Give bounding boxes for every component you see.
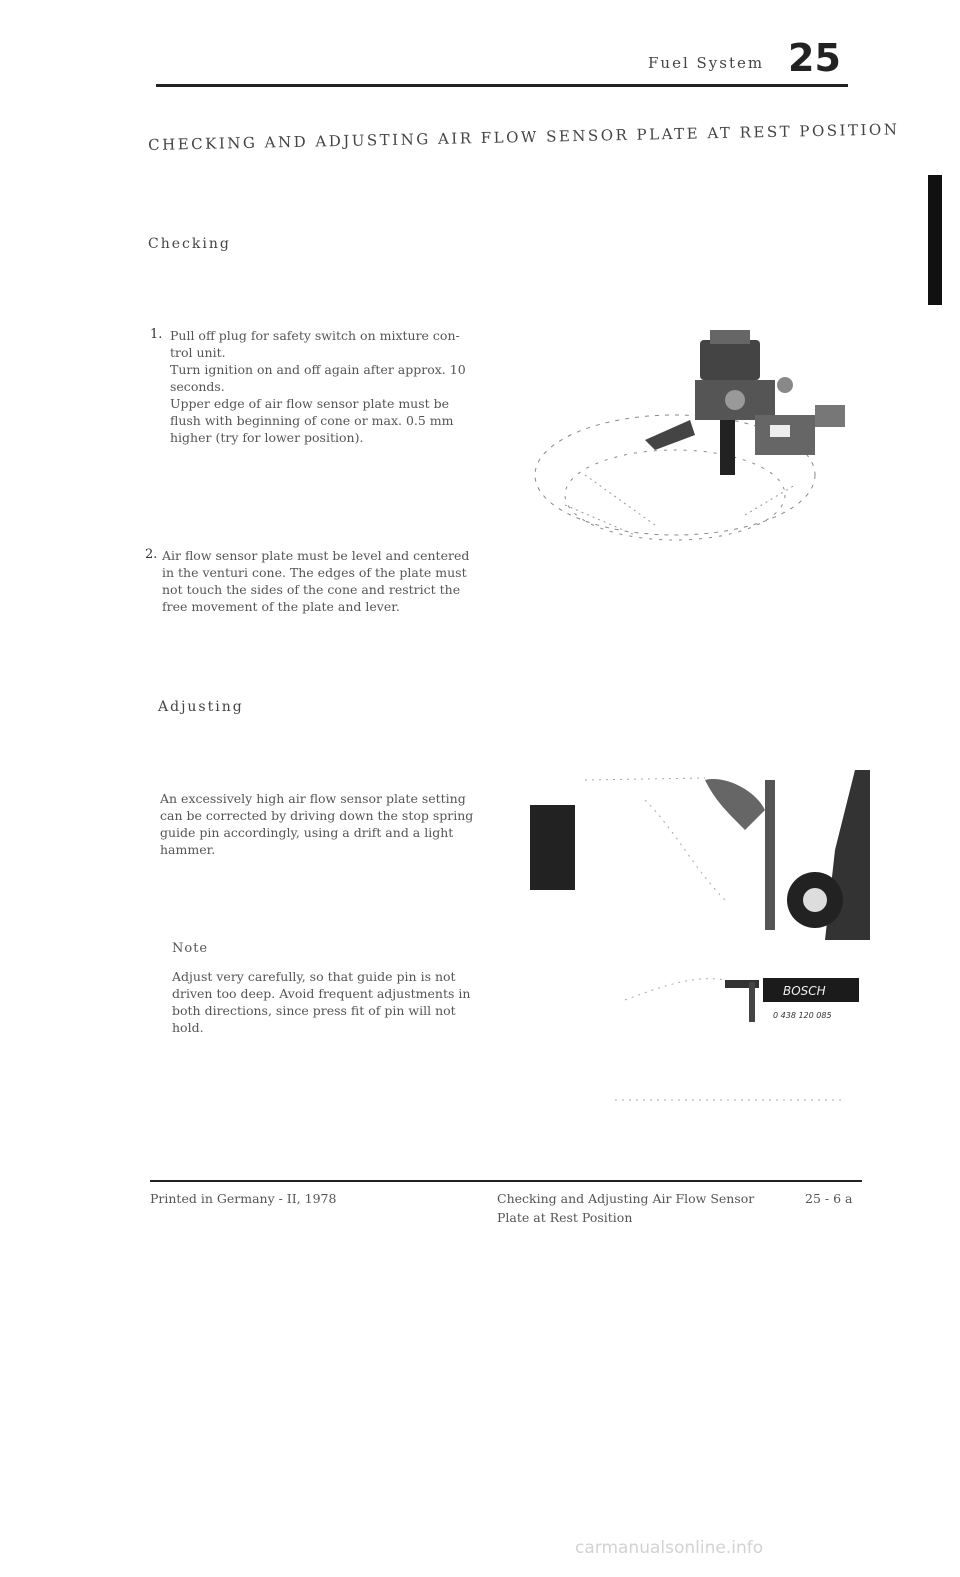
step-1-line: trol unit. — [170, 345, 226, 360]
footer-title-line-2: Plate at Rest Position — [497, 1210, 633, 1225]
footer-rule — [150, 1180, 862, 1182]
chapter-number: 25 — [788, 36, 841, 80]
part-number-label: 0 438 120 085 — [773, 1011, 832, 1020]
bosch-label: BOSCH — [783, 984, 826, 998]
adjusting-line: hammer. — [160, 842, 216, 857]
watermark: carmanualsonline.info — [575, 1538, 764, 1558]
step-2-number: 2. — [145, 547, 158, 562]
step-2-line: free movement of the plate and lever. — [162, 599, 400, 614]
adjusting-line: guide pin accordingly, using a drift and a light — [160, 825, 454, 840]
note-line: both directions, since press fit of pin will not — [172, 1003, 456, 1018]
step-2-line: not touch the sides of the cone and restrict the — [162, 582, 461, 597]
footer-title-line-1: Checking and Adjusting Air Flow Sensor — [497, 1191, 755, 1206]
step-2-line: Air flow sensor plate must be level and centered — [162, 548, 470, 563]
step-1-line: seconds. — [170, 379, 225, 394]
step-2-line: in the venturi cone. The edges of the plate must — [162, 565, 467, 580]
step-1-text — [170, 327, 510, 446]
guide-pin-adjustment-photo — [525, 770, 870, 1115]
note-line: Adjust very carefully, so that guide pin is not — [172, 969, 456, 984]
air-flow-sensor-photo — [525, 325, 870, 560]
side-marker-bar — [928, 175, 942, 305]
header-rule — [156, 84, 848, 87]
note-heading: Note — [172, 941, 209, 956]
header-title: Fuel System — [648, 54, 765, 72]
step-1-number: 1. — [150, 327, 163, 342]
footer-printed: Printed in Germany - II, 1978 — [150, 1191, 337, 1206]
footer-page-number: 25 - 6 a — [805, 1191, 853, 1206]
step-1-line: flush with beginning of cone or max. 0.5 mm — [170, 413, 454, 428]
note-line: hold. — [172, 1020, 204, 1035]
step-1-line: Turn ignition on and off again after approx. 10 — [170, 362, 466, 377]
note-text — [172, 968, 502, 1036]
step-1-line: Upper edge of air flow sensor plate must be — [170, 396, 450, 411]
checking-heading: Checking — [148, 236, 231, 252]
adjusting-line: can be corrected by driving down the stop spring — [160, 808, 474, 823]
adjusting-line: An excessively high air flow sensor plate setting — [160, 791, 466, 806]
note-line: driven too deep. Avoid frequent adjustments in — [172, 986, 471, 1001]
section-title: CHECKING AND ADJUSTING AIR FLOW SENSOR PLATE AT REST POSITION — [148, 120, 900, 154]
step-1-line: higher (try for lower position). — [170, 430, 364, 445]
step-1-line: Pull off plug for safety switch on mixture con- — [170, 328, 460, 343]
step-2-text — [162, 547, 517, 615]
adjusting-text — [160, 790, 520, 858]
adjusting-heading: Adjusting — [158, 699, 244, 715]
